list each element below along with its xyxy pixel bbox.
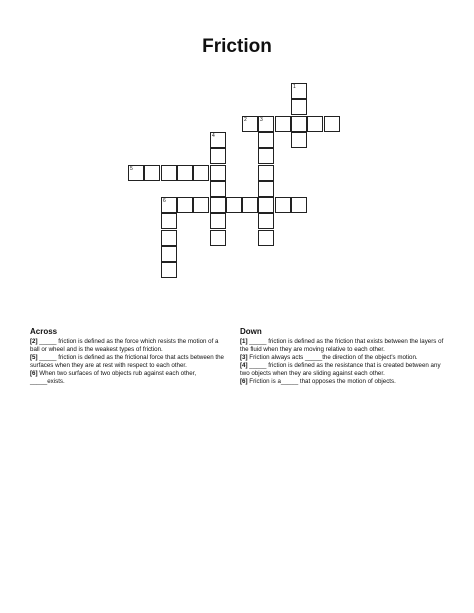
- across-heading: Across: [30, 327, 58, 336]
- grid-cell[interactable]: [177, 197, 193, 213]
- grid-cell[interactable]: [177, 165, 193, 181]
- grid-cell[interactable]: [258, 197, 274, 213]
- grid-cell[interactable]: [161, 262, 177, 278]
- across-clues: [30, 328, 228, 386]
- grid-cell[interactable]: [226, 197, 242, 213]
- grid-cell[interactable]: [291, 83, 307, 99]
- down-clues: [240, 328, 445, 386]
- grid-cell[interactable]: [275, 116, 291, 132]
- grid-cell[interactable]: [161, 246, 177, 262]
- grid-cell[interactable]: [291, 116, 307, 132]
- grid-cell[interactable]: [210, 197, 226, 213]
- clue-down-1: [240, 338, 445, 354]
- clue-text: _____ friction is defined as the frictional force that acts between the surfaces when they are at rest with respect to each other.: [30, 354, 225, 369]
- grid-cell[interactable]: [210, 181, 226, 197]
- clue-text: Friction always acts _____the direction of the object's motion.: [249, 354, 418, 361]
- grid-cell[interactable]: [291, 132, 307, 148]
- grid-cell[interactable]: [161, 213, 177, 229]
- grid-cell[interactable]: [258, 132, 274, 148]
- clue-number: [4]: [240, 362, 248, 369]
- clue-number: [3]: [240, 354, 248, 361]
- grid-cell[interactable]: [258, 230, 274, 246]
- clue-down-3: [240, 354, 445, 362]
- clue-across-2: [30, 338, 228, 354]
- clue-text: _____ friction is defined as the resistance that is created between any two objects when they are sliding against each other.: [240, 362, 441, 377]
- clue-number: [5]: [30, 354, 38, 361]
- page-title: Friction: [202, 36, 272, 57]
- clue-down-4: [240, 362, 445, 378]
- grid-cell[interactable]: [307, 116, 323, 132]
- cell-number: 1: [293, 84, 296, 90]
- cell-number: 3: [260, 117, 263, 123]
- grid-cell[interactable]: [242, 116, 258, 132]
- clue-text: Friction is a_____ that opposes the motion of objects.: [249, 378, 396, 385]
- down-heading: Down: [240, 327, 262, 336]
- grid-cell[interactable]: [258, 148, 274, 164]
- grid-cell[interactable]: [258, 213, 274, 229]
- grid-cell[interactable]: [291, 99, 307, 115]
- grid-cell[interactable]: [210, 132, 226, 148]
- grid-cell[interactable]: [210, 213, 226, 229]
- grid-cell[interactable]: [324, 116, 340, 132]
- grid-cell[interactable]: [210, 165, 226, 181]
- clue-number: [2]: [30, 338, 38, 345]
- cell-number: 2: [244, 117, 247, 123]
- grid-cell[interactable]: [258, 165, 274, 181]
- grid-cell[interactable]: [193, 197, 209, 213]
- cell-number: 6: [163, 198, 166, 204]
- clue-down-6: [240, 378, 445, 386]
- clue-text: _____ friction is defined as the friction that exists between the layers of the fluid when they are moving relative to each other.: [240, 338, 444, 353]
- grid-cell[interactable]: [210, 230, 226, 246]
- clue-text: _____ friction is defined as the force which resists the motion of a ball or wheel and is the weakest types of friction.: [30, 338, 219, 353]
- grid-cell[interactable]: [144, 165, 160, 181]
- clue-number: [6]: [240, 378, 248, 385]
- clue-across-6: [30, 370, 228, 386]
- grid-cell[interactable]: [161, 230, 177, 246]
- grid-cell[interactable]: [161, 165, 177, 181]
- grid-cell[interactable]: [128, 165, 144, 181]
- grid-cell[interactable]: [291, 197, 307, 213]
- cell-number: 5: [130, 166, 133, 172]
- clue-text: When two surfaces of two objects rub against each other, _____exists.: [30, 370, 197, 385]
- grid-cell[interactable]: [193, 165, 209, 181]
- grid-cell[interactable]: [275, 197, 291, 213]
- grid-cell[interactable]: [258, 181, 274, 197]
- grid-cell[interactable]: [258, 116, 274, 132]
- grid-cell[interactable]: [161, 197, 177, 213]
- grid-cell[interactable]: [210, 148, 226, 164]
- grid-cell[interactable]: [242, 197, 258, 213]
- clue-number: [6]: [30, 370, 38, 377]
- clue-across-5: [30, 354, 228, 370]
- clue-number: [1]: [240, 338, 248, 345]
- cell-number: 4: [212, 133, 215, 139]
